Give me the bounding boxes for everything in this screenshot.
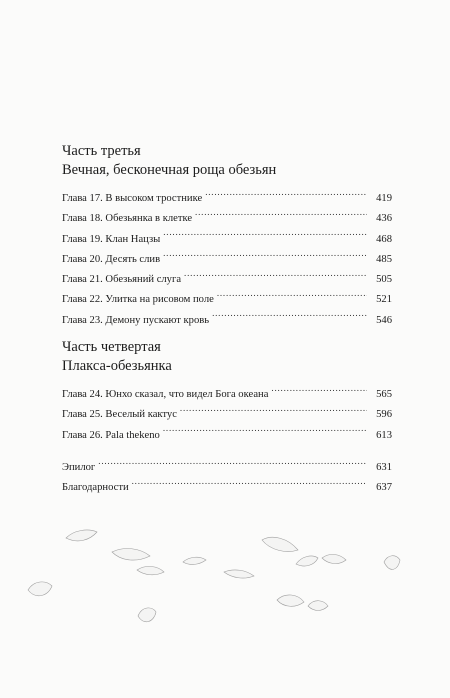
part-label: Часть третья <box>62 143 141 159</box>
toc-list <box>62 385 392 446</box>
toc-page-number: 436 <box>376 213 392 225</box>
toc-entry-title: Эпилог <box>62 462 96 473</box>
toc-entry-title: Глава 20. Десять слив <box>62 253 161 265</box>
dot-leader <box>184 272 367 283</box>
toc-entry[interactable] <box>62 250 392 270</box>
part-three <box>62 142 392 331</box>
toc-entry-title: Глава 17. В высоком тростнике <box>62 193 203 204</box>
toc-page-number: 613 <box>376 429 392 441</box>
toc-page-number: 468 <box>376 233 392 245</box>
toc-page-number: 565 <box>376 389 392 400</box>
dot-leader <box>180 407 367 418</box>
dot-leader <box>217 292 367 303</box>
toc-page-number: 596 <box>376 409 392 421</box>
toc-entry[interactable] <box>62 189 392 209</box>
toc-entry-title: Глава 21. Обезьяний слуга <box>62 274 182 286</box>
falling-petals-icon <box>0 520 450 670</box>
back-matter <box>62 458 392 499</box>
toc-entry[interactable] <box>62 209 392 229</box>
toc-page-number: 637 <box>376 482 392 494</box>
toc-entry-title: Глава 26. Pala thekeno <box>62 429 160 441</box>
toc-entry[interactable] <box>62 270 392 290</box>
dot-leader <box>271 386 367 397</box>
dot-leader <box>212 312 367 323</box>
toc-page-number: 505 <box>376 274 392 286</box>
dot-leader <box>205 190 367 201</box>
toc-list <box>62 189 392 331</box>
toc-entry-title: Глава 25. Веселый кактус <box>62 409 177 421</box>
toc-entry-title: Глава 24. Юнхо сказал, что видел Бога океана <box>62 389 269 400</box>
toc-entry-title: Глава 22. Улитка на рисовом поле <box>62 294 214 306</box>
toc-entry[interactable] <box>62 426 392 446</box>
toc-page-number: 521 <box>376 294 392 306</box>
toc-entry[interactable] <box>62 290 392 310</box>
toc-entry[interactable] <box>62 311 392 331</box>
toc-page-number: 546 <box>376 314 392 326</box>
toc-entry-acknowledgements[interactable] <box>62 478 392 498</box>
dot-leader <box>132 480 367 491</box>
toc-entry-epilogue[interactable] <box>62 458 392 478</box>
dot-leader <box>195 211 367 222</box>
part-title: Вечная, бесконечная роща обезьян <box>62 162 277 178</box>
toc-entry[interactable] <box>62 385 392 405</box>
part-label: Часть четвертая <box>62 339 161 355</box>
toc-page-number: 419 <box>376 193 392 204</box>
toc-entry-title: Глава 19. Клан Нацзы <box>62 233 161 245</box>
toc-entry[interactable] <box>62 230 392 250</box>
part-title: Плакса-обезьянка <box>62 358 172 374</box>
dot-leader <box>163 231 367 242</box>
part-four <box>62 338 392 446</box>
toc-page-number: 485 <box>376 253 392 265</box>
toc-entry-title: Благодарности <box>62 482 129 494</box>
toc-list <box>62 458 392 499</box>
toc-entry-title: Глава 23. Демону пускают кровь <box>62 314 210 326</box>
toc-entry-title: Глава 18. Обезьянка в клетке <box>62 213 193 225</box>
dot-leader <box>163 427 367 438</box>
toc-entry[interactable] <box>62 405 392 425</box>
dot-leader <box>98 459 367 470</box>
toc-page-number: 631 <box>376 462 392 473</box>
dot-leader <box>163 251 367 262</box>
